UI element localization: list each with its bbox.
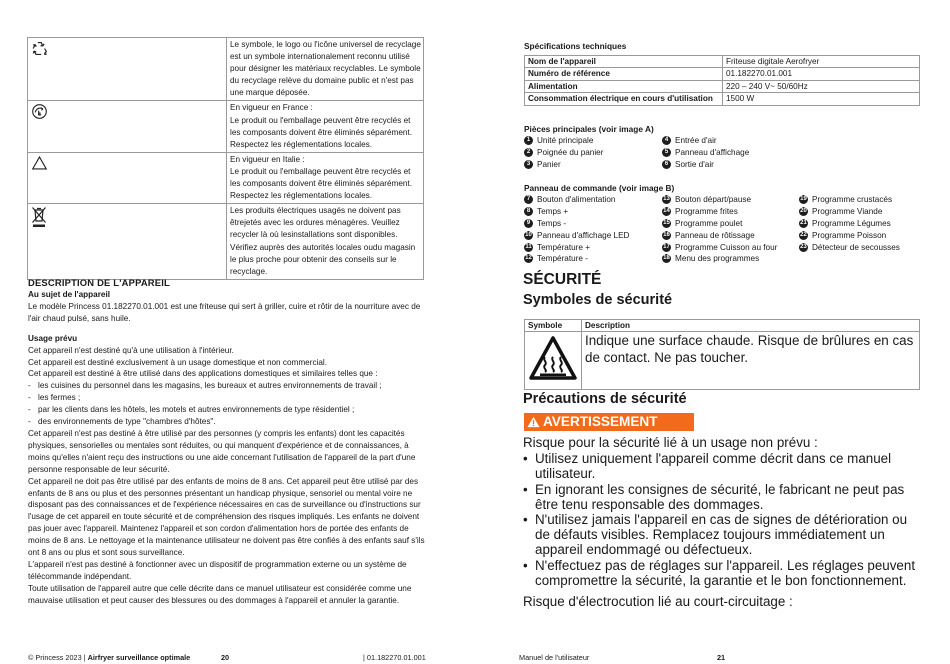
list-item: [662, 218, 777, 230]
page-number: 21: [717, 653, 726, 662]
usage-line: Cet appareil est destiné à être utilisé dans des applications domestiques et similaires telles que :: [28, 369, 378, 379]
number-badge: 22: [800, 231, 807, 238]
table-row: [28, 38, 424, 101]
page-number: 20: [221, 653, 230, 662]
about-text: Le modèle Princess 01.182270.01.001 est une friteuse qui sert à griller, cuire et rôtir de la nourriture avec de l'air chaud pulsé, sans huile.: [28, 301, 421, 323]
part-label: Menu des programmes: [675, 254, 760, 264]
part-label: Temps +: [537, 207, 569, 217]
list-item: [662, 253, 777, 265]
usage-line: Cet appareil est destiné exclusivement à un usage domestique et non commercial.: [28, 357, 328, 367]
number-badge: 9: [524, 219, 533, 228]
part-label: Unité principale: [537, 136, 594, 146]
part-label: Programme Légumes: [812, 218, 891, 228]
part-label: Bouton départ/pause: [675, 195, 752, 205]
part-label: Température +: [537, 242, 591, 252]
part-label: Programme Poisson: [812, 230, 887, 240]
manual-label: Manuel de l'utilisateur: [519, 653, 590, 662]
list-item: [799, 229, 900, 241]
list-item: [662, 206, 777, 218]
number-badge: 12: [525, 255, 532, 262]
part-label: Détecteur de secousses: [812, 242, 900, 252]
table-row: [28, 101, 424, 152]
main-parts-col2: [662, 135, 749, 170]
list-item: • Utilisez uniquement l'appareil comme décrit dans ce manuel utilisateur.: [523, 451, 923, 481]
number-badge: 23: [800, 243, 807, 250]
list-item: [662, 241, 777, 253]
triman-icon: [31, 103, 223, 120]
list-item: [524, 229, 629, 241]
usage-paragraph: Cet appareil n'est pas destiné à être utilisé par des personnes (y compris les enfants) dont les capacités physiques, sensorielles ou mentales sont réduites, ou qui manquent d'expérience et de connaissances, à moins qu'elles n'aient reçu des instructions ou une aide concernant l'utilisation de l'appareil de la part d'une personne responsable de leur sécurité.: [28, 428, 416, 474]
table-row: [525, 80, 920, 92]
recycling-universal-text: Le symbole, le logo ou l'icône universel de recyclage est un symbole internationalement reconnu utilisé pour désigner les matériaux recyclables. Le symbole du recyclage relève du domaine public et n'est pas une marque déposée.: [230, 40, 421, 98]
reference-footer: [363, 653, 426, 662]
list-item: [524, 194, 629, 206]
page-number-left: [221, 653, 229, 662]
list-item: [524, 206, 629, 218]
part-label: Température -: [537, 254, 588, 264]
list-item: [799, 206, 900, 218]
usage-paragraph: Cet appareil ne doit pas être utilisé par des enfants de moins de 8 ans. Cet appareil peut être utilisé par des enfants de 8 ans ou plus et des personnes présentant un handicap physique, sensoriel ou mental voire ne disposant pas des connaissances et de l'expérience nécessaires en cas de surveillance ou d'instructions sur l'usage de cet appareil en toute sécurité et de compréhension des risques impliqués. Les enfants ne doivent pas jouer avec l'appareil. Maintenez l'appareil et son cordon d'alimentation hors de portée des enfants de moins de 8 ans. Le nettoyage et la maintenance utilisateur ne doivent pas être confiés à des enfants sauf s'ils ont 8 ans ou plus et sont sous surveillance.: [28, 476, 425, 558]
table-row: [28, 152, 424, 203]
number-badge: 18: [663, 255, 670, 262]
risk-intro: Risque pour la sécurité lié à un usage non prévu :: [523, 435, 818, 450]
list-item: [524, 135, 603, 147]
safety-heading: SÉCURITÉ: [523, 271, 602, 288]
number-badge: 8: [524, 207, 533, 216]
page-number-right: [717, 653, 725, 662]
recycling-table: [27, 37, 424, 280]
footer-left: [28, 653, 190, 662]
main-parts-title: Pièces principales (voir image A): [524, 124, 654, 134]
part-label: Poignée du panier: [537, 148, 604, 158]
table-row: [525, 56, 920, 68]
control-panel-title: Panneau de commande (voir image B): [524, 183, 675, 193]
hot-surface-description: Indique une surface chaude. Risque de brûlures en cas de contact. Ne pas toucher.: [582, 332, 920, 390]
spec-label: Numéro de référence: [525, 68, 723, 80]
device-description: [28, 276, 426, 607]
spec-label: Consommation électrique en cours d'utilisation: [525, 93, 723, 105]
table-row: [525, 68, 920, 80]
number-badge: 21: [800, 219, 807, 226]
description-header: Description: [582, 320, 920, 332]
list-item: • N'effectuez pas de réglages sur l'appareil. Les réglages peuvent compromettre la sécurité, la garantie et le bon fonctionnement.: [523, 558, 923, 588]
specs-table: [524, 55, 920, 106]
warning-icon: [527, 414, 543, 429]
warning-banner: [524, 413, 694, 431]
number-badge: 5: [662, 148, 671, 157]
number-badge: 20: [800, 208, 807, 215]
recycle-arrows-icon: [31, 40, 223, 57]
usage-paragraph: Toute utilisation de l'appareil autre que celle décrite dans ce manuel utilisateur est considérée comme une mauvaise utilisation et peut causer des blessures ou des dommages à l'appareil et annuler la garantie.: [28, 583, 412, 605]
italy-text: Le produit ou l'emballage peuvent être recyclés et les composants doivent être éliminés séparément. Respectez les réglementations locales.: [230, 166, 413, 201]
part-label: Programme crustacés: [812, 195, 893, 205]
spec-value: 01.182270.01.001: [723, 68, 920, 80]
part-label: Sortie d'air: [675, 159, 714, 169]
number-badge: 19: [800, 196, 807, 203]
number-badge: 6: [662, 160, 671, 169]
part-label: Panneau d'affichage LED: [537, 230, 630, 240]
safety-warnings: [523, 435, 923, 609]
number-badge: 14: [663, 208, 670, 215]
safety-symbols-heading: Symboles de sécurité: [523, 292, 673, 308]
list-item: [662, 135, 749, 147]
footer-separator: |: [83, 653, 86, 662]
france-text: Le produit ou l'emballage peuvent être recyclés et les composants doivent être éliminés séparément. Respectez les réglementations locales.: [230, 115, 413, 149]
copyright: © Princess 2023: [28, 653, 82, 662]
list-item: [524, 218, 629, 230]
table-header-row: [525, 320, 920, 332]
italy-label: En vigueur en Italie :: [230, 154, 305, 164]
table-row: [28, 204, 424, 280]
recycle-triangle-icon: [31, 155, 223, 171]
weee-text: Les produits électriques usagés ne doivent pas êtrejetés avec les ordures ménagères. Veuillez recycler là où lesinstallations sont disponibles. Vérifiez auprès des autorités locales oudu magasin le plus proche pour obtenir des conseils sur le recyclage.: [230, 206, 416, 276]
warning-label: AVERTISSEMENT: [543, 414, 658, 429]
control-panel-col1: [524, 194, 629, 265]
list-item: [799, 218, 900, 230]
number-badge: 10: [525, 231, 532, 238]
part-label: Programme Viande: [812, 207, 883, 217]
part-label: Temps -: [537, 218, 567, 228]
list-item: [524, 159, 603, 171]
part-label: Programme frites: [675, 207, 738, 217]
list-item: - les cuisines du personnel dans les magasins, les bureaux et autres environnements de travail ;: [28, 380, 426, 392]
usage-title: Usage prévu: [28, 333, 78, 343]
list-item: - les fermes ;: [28, 392, 426, 404]
number-badge: 16: [663, 231, 670, 238]
about-title: Au sujet de l'appareil: [28, 290, 111, 299]
list-item: [799, 194, 900, 206]
number-badge: 15: [663, 219, 670, 226]
usage-line: Cet appareil n'est destiné qu'à une utilisation à l'intérieur.: [28, 345, 234, 355]
part-label: Panier: [537, 159, 561, 169]
control-panel-col2: [662, 194, 777, 265]
spec-value: 220 – 240 V~ 50/60Hz: [723, 80, 920, 92]
number-badge: 4: [662, 136, 671, 145]
number-badge: 2: [524, 148, 533, 157]
number-badge: 17: [663, 243, 670, 250]
part-label: Programme Cuisson au four: [675, 242, 778, 252]
description-heading: DESCRIPTION DE L'APPAREIL: [28, 277, 170, 288]
number-badge: 1: [524, 136, 533, 145]
list-item: [524, 241, 629, 253]
control-panel-col3: [799, 194, 900, 253]
number-badge: 3: [524, 160, 533, 169]
list-item: - par les clients dans les hôtels, les motels et autres environnements de type résidentiel ;: [28, 404, 426, 416]
part-label: Entrée d'air: [675, 136, 717, 146]
part-label: Panneau d'affichage: [675, 148, 750, 158]
safety-symbol-table: [524, 319, 920, 390]
list-item: [662, 159, 749, 171]
table-row: [525, 332, 920, 390]
product-name: Airfryer surveillance optimale: [87, 653, 191, 662]
list-item: [662, 194, 777, 206]
part-label: Bouton d'alimentation: [537, 195, 616, 205]
list-item: [799, 241, 900, 253]
spec-label: Alimentation: [525, 80, 723, 92]
spec-value: Friteuse digitale Aerofryer: [723, 56, 920, 68]
number-badge: 11: [525, 243, 532, 250]
france-label: En vigueur en France :: [230, 103, 313, 113]
main-parts-col1: [524, 135, 603, 170]
list-item: [662, 147, 749, 159]
specs-title: Spécifications techniques: [524, 41, 627, 51]
list-item: [524, 147, 603, 159]
list-item: [662, 229, 777, 241]
spec-value: 1500 W: [723, 93, 920, 105]
hot-surface-icon: [528, 368, 578, 385]
table-row: [525, 93, 920, 105]
list-item: [524, 253, 629, 265]
number-badge: 7: [524, 195, 533, 204]
number-badge: 13: [663, 196, 670, 203]
precautions-heading: Précautions de sécurité: [523, 391, 687, 407]
footer-right: [519, 653, 589, 662]
electrocution-intro: Risque d'électrocution lié au court-circuitage :: [523, 594, 793, 610]
list-item: • En ignorant les consignes de sécurité, le fabricant ne peut pas être tenu responsable des dommages.: [523, 482, 923, 512]
reference-number: | 01.182270.01.001: [363, 653, 426, 662]
list-item: - des environnements de type "chambres d'hôtes".: [28, 416, 426, 428]
list-item: • N'utilisez jamais l'appareil en cas de signes de détérioration ou de défauts visibles. Remplacez toujours immédiatement un appareil endommagé ou défectueux.: [523, 512, 923, 558]
part-label: Programme poulet: [675, 218, 743, 228]
usage-paragraph: L'appareil n'est pas destiné à fonctionner avec un dispositif de programmation externe ou un système de télécommande indépendant.: [28, 559, 407, 581]
spec-label: Nom de l'appareil: [525, 56, 723, 68]
part-label: Panneau de rôtissage: [675, 230, 755, 240]
crossed-bin-icon: [31, 206, 223, 228]
symbol-header: Symbole: [525, 320, 582, 332]
